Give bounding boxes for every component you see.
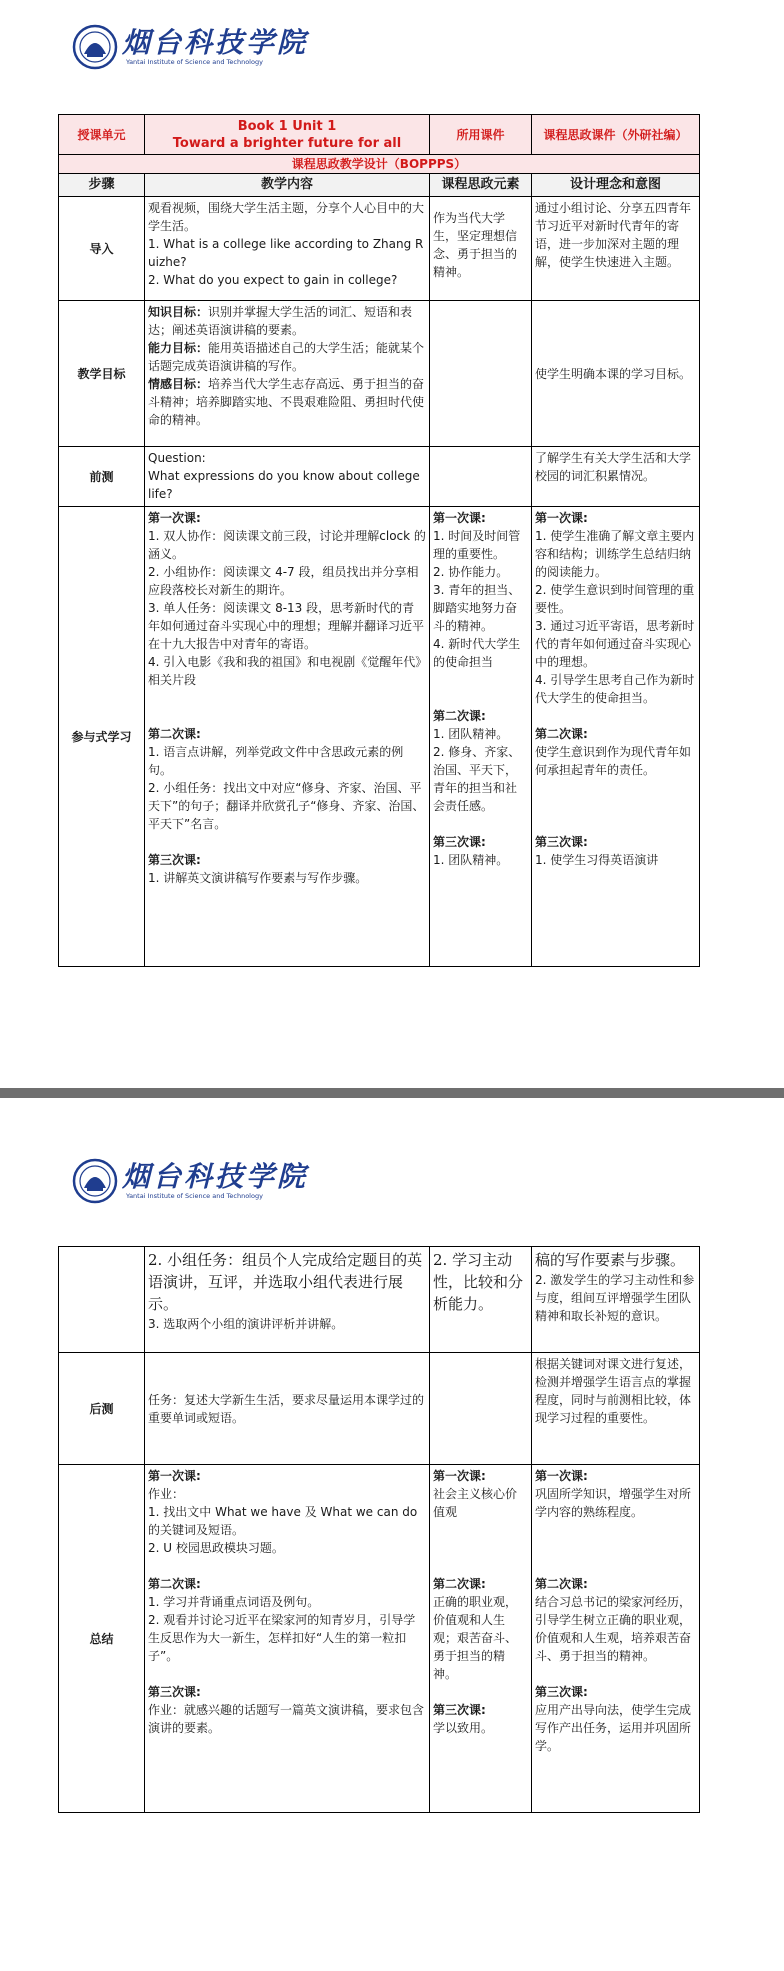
col-element: 课程思政元素 — [430, 174, 532, 197]
intro-question-2: 2. What do you expect to gain in college? — [148, 273, 398, 287]
session-3-label: 第三次课: — [535, 835, 588, 849]
intro-text: 观看视频，围绕大学生活主题，分享个人心目中的大学生活。 — [148, 201, 425, 233]
session-2-label: 第二次课: — [433, 1577, 486, 1591]
step-pretest: 前测 — [59, 447, 145, 507]
design-title-row — [59, 155, 700, 174]
sum-s1-intent: 巩固所学知识，增强学生对所学内容的熟练程度。 — [535, 1487, 692, 1519]
sum-s1-item: 作业： — [148, 1487, 185, 1501]
unit-line-2: Toward a brighter future for all — [172, 135, 402, 151]
sum-s2-element: 正确的职业观，价值观和人生观；艰苦奋斗、勇于担当的精神。 — [433, 1595, 518, 1681]
posttest-element — [430, 1353, 532, 1465]
s1-element: 1. 时间及时间管理的重要性。 — [433, 529, 521, 561]
sum-s1-item: 2. U 校园思政模块习题。 — [148, 1541, 284, 1555]
posttest-row — [59, 1353, 700, 1465]
intro-row — [59, 197, 700, 301]
session-2-label: 第二次课: — [535, 1577, 588, 1591]
step-summary: 总结 — [59, 1465, 145, 1813]
step-posttest: 后测 — [59, 1353, 145, 1465]
session-1-label: 第一次课: — [535, 1469, 588, 1483]
document-page-2 — [0, 1098, 784, 1971]
sum-s3-element: 学以致用。 — [433, 1721, 494, 1735]
intro-intent: 通过小组讨论、分享五四青年节习近平对新时代青年的寄语，进一步加深对主题的理解，使学生快速进入主题。 — [532, 197, 700, 301]
s1-intent: 4. 引导学生思考自己作为新时代大学生的使命担当。 — [535, 673, 695, 705]
posttest-content: 任务：复述大学新生生活，要求尽量运用本课学过的重要单词或短语。 — [145, 1353, 430, 1465]
cont-item: 3. 选取两个小组的演讲评析并讲解。 — [148, 1317, 344, 1331]
pretest-content — [145, 447, 430, 507]
sum-s3-item: 作业：就感兴趣的话题写一篇英文演讲稿，要求包含演讲的要素。 — [148, 1703, 425, 1735]
summary-content — [145, 1465, 430, 1813]
knowledge-text: 识别并掌握大学生活的词汇、短语和表达；阐述英语演讲稿的要素。 — [148, 305, 413, 337]
s1-item: 3. 单人任务：阅读课文 8-13 段，思考新时代的青年如何通过奋斗实现心中的理想；理解并翻译习近平在十九大报告中对青年的寄语。 — [148, 601, 425, 651]
s1-item: 1. 双人协作：阅读课文前三段，讨论并理解clock 的涵义。 — [148, 529, 426, 561]
cont-item: 2. 小组任务：组员个人完成给定题目的英语演讲，互评，并选取小组代表进行展示。 — [148, 1251, 423, 1313]
objectives-row — [59, 301, 700, 447]
sum-s2-intent: 结合习总书记的梁家河经历，引导学生树立正确的职业观，价值观和人生观，培养艰苦奋斗、勇于担当的精神。 — [535, 1595, 692, 1663]
sum-s1-item: 1. 找出文中 What we have 及 What we can do 的关键词及短语。 — [148, 1505, 418, 1537]
school-logo — [72, 1158, 308, 1204]
s1-element: 2. 协作能力。 — [433, 565, 509, 579]
s1-intent: 2. 使学生意识到时间管理的重要性。 — [535, 583, 695, 615]
s2-element: 1. 团队精神。 — [433, 727, 509, 741]
summary-element — [430, 1465, 532, 1813]
s1-element: 4. 新时代大学生的使命担当 — [433, 637, 521, 669]
design-title: 课程思政教学设计（BOPPPS） — [59, 155, 700, 174]
s3-item: 1. 讲解英文演讲稿写作要素与写作步骤。 — [148, 871, 368, 885]
pretest-intent: 了解学生有关大学生活和大学校园的词汇积累情况。 — [532, 447, 700, 507]
session-1-label: 第一次课: — [148, 1469, 201, 1483]
participatory-row — [59, 507, 700, 967]
ability-text: 能用英语描述自己的大学生活；能就某个话题完成英语演讲稿的写作。 — [148, 341, 425, 373]
session-2-label: 第二次课: — [433, 709, 486, 723]
continued-row — [59, 1247, 700, 1353]
school-seal-icon — [72, 24, 118, 70]
s3-intent: 1. 使学生习得英语演讲 — [535, 853, 659, 867]
continued-element — [430, 1247, 532, 1353]
s1-item: 4. 引入电影《我和我的祖国》和电视剧《觉醒年代》相关片段 — [148, 655, 422, 687]
unit-label: 授课单元 — [59, 115, 145, 155]
emotion-text: 培养当代大学生志存高远、勇于担当的奋斗精神；培养脚踏实地、不畏艰难险阻、勇担时代使命的精神。 — [148, 377, 425, 427]
lesson-plan-table-continued — [58, 1246, 700, 1813]
continued-intent — [532, 1247, 700, 1353]
intro-element-text: 作为当代大学生，坚定理想信念、勇于担当的精神。 — [433, 211, 518, 279]
s1-intent: 3. 通过习近平寄语，思考新时代的青年如何通过奋斗实现心中的理想。 — [535, 619, 695, 669]
s2-item: 2. 小组任务：找出文中对应“修身、齐家、治国、平天下”的句子；翻译并欣赏孔子“修身、齐家、治国、平天下”名言。 — [148, 781, 425, 831]
step-objectives: 教学目标 — [59, 301, 145, 447]
cont-element-text: 2. 学习主动性，比较和分析能力。 — [433, 1251, 524, 1313]
pretest-label: Question: — [148, 451, 206, 465]
session-3-label: 第三次课: — [148, 1685, 201, 1699]
sum-s2-item: 1. 学习并背诵重点词语及例句。 — [148, 1595, 320, 1609]
session-3-label: 第三次课: — [535, 1685, 588, 1699]
emotion-label: 情感目标： — [148, 377, 209, 391]
session-3-label: 第三次课: — [148, 853, 201, 867]
col-step: 步骤 — [59, 174, 145, 197]
objectives-content — [145, 301, 430, 447]
ability-label: 能力目标： — [148, 341, 209, 355]
posttest-intent: 根据关键词对课文进行复述，检测并增强学生语言点的掌握程度，同时与前测相比较，体现学习过程的重要性。 — [532, 1353, 700, 1465]
participatory-content — [145, 507, 430, 967]
pretest-row — [59, 447, 700, 507]
intro-content — [145, 197, 430, 301]
sum-s2-item: 2. 观看并讨论习近平在梁家河的知青岁月，引导学生反思作为大一新生，怎样扣好“人生的第一粒扣子”。 — [148, 1613, 416, 1663]
session-3-label: 第三次课: — [433, 835, 486, 849]
school-name-cn: 烟台科技学院 — [122, 1159, 309, 1193]
continued-step — [59, 1247, 145, 1353]
session-2-label: 第二次课: — [148, 727, 201, 741]
lesson-plan-table — [58, 114, 700, 967]
school-seal-icon — [72, 1158, 118, 1204]
s2-intent: 使学生意识到作为现代青年如何承担起青年的责任。 — [535, 745, 692, 777]
pretest-question: What expressions do you know about college life? — [148, 469, 420, 501]
participatory-element — [430, 507, 532, 967]
objectives-element — [430, 301, 532, 447]
session-3-label: 第三次课: — [433, 1703, 486, 1717]
unit-line-1: Book 1 Unit 1 — [237, 118, 337, 134]
objectives-intent: 使学生明确本课的学习目标。 — [532, 301, 700, 447]
step-intro: 导入 — [59, 197, 145, 301]
pretest-element — [430, 447, 532, 507]
school-logo — [72, 24, 308, 70]
session-2-label: 第二次课: — [148, 1577, 201, 1591]
col-content: 教学内容 — [145, 174, 430, 197]
s1-element: 3. 青年的担当、脚踏实地努力奋斗的精神。 — [433, 583, 521, 633]
course-value: 课程思政课件（外研社编） — [532, 115, 700, 155]
continued-content — [145, 1247, 430, 1353]
session-1-label: 第一次课: — [433, 1469, 486, 1483]
participatory-intent — [532, 507, 700, 967]
sum-s1-element: 社会主义核心价值观 — [433, 1487, 518, 1519]
intro-question-1: 1. What is a college like according to Zhang Ruizhe? — [148, 237, 424, 269]
session-1-label: 第一次课: — [433, 511, 486, 525]
cont-intent: 稿的写作要素与步骤。 — [535, 1251, 686, 1269]
column-header-row — [59, 174, 700, 197]
cont-intent: 2. 激发学生的学习主动性和参与度，组间互评增强学生团队精神和取长补短的意识。 — [535, 1273, 695, 1323]
s2-item: 1. 语言点讲解，列举党政文件中含思政元素的例句。 — [148, 745, 404, 777]
sum-s3-intent: 应用产出导向法，使学生完成写作产出任务，运用并巩固所学。 — [535, 1703, 692, 1753]
unit-value — [145, 115, 430, 155]
session-1-label: 第一次课: — [148, 511, 201, 525]
s3-element: 1. 团队精神。 — [433, 853, 509, 867]
header-row — [59, 115, 700, 155]
s2-element: 2. 修身、齐家、治国、平天下，青年的担当和社会责任感。 — [433, 745, 521, 813]
session-2-label: 第二次课: — [535, 727, 588, 741]
col-intent: 设计理念和意图 — [532, 174, 700, 197]
school-name-cn: 烟台科技学院 — [122, 25, 309, 59]
summary-row — [59, 1465, 700, 1813]
s1-item: 2. 小组协作：阅读课文 4-7 段，组员找出并分享相应段落校长对新生的期许。 — [148, 565, 419, 597]
knowledge-label: 知识目标： — [148, 305, 209, 319]
s1-intent: 1. 使学生准确了解文章主要内容和结构；训练学生总结归纳的阅读能力。 — [535, 529, 695, 579]
course-label: 所用课件 — [430, 115, 532, 155]
school-name-en: Yantai Institute of Science and Technology — [126, 57, 263, 66]
school-name-en: Yantai Institute of Science and Technology — [126, 1191, 263, 1200]
page-divider — [0, 1088, 784, 1098]
step-participatory: 参与式学习 — [59, 507, 145, 967]
summary-intent — [532, 1465, 700, 1813]
session-1-label: 第一次课: — [535, 511, 588, 525]
intro-element — [430, 197, 532, 301]
